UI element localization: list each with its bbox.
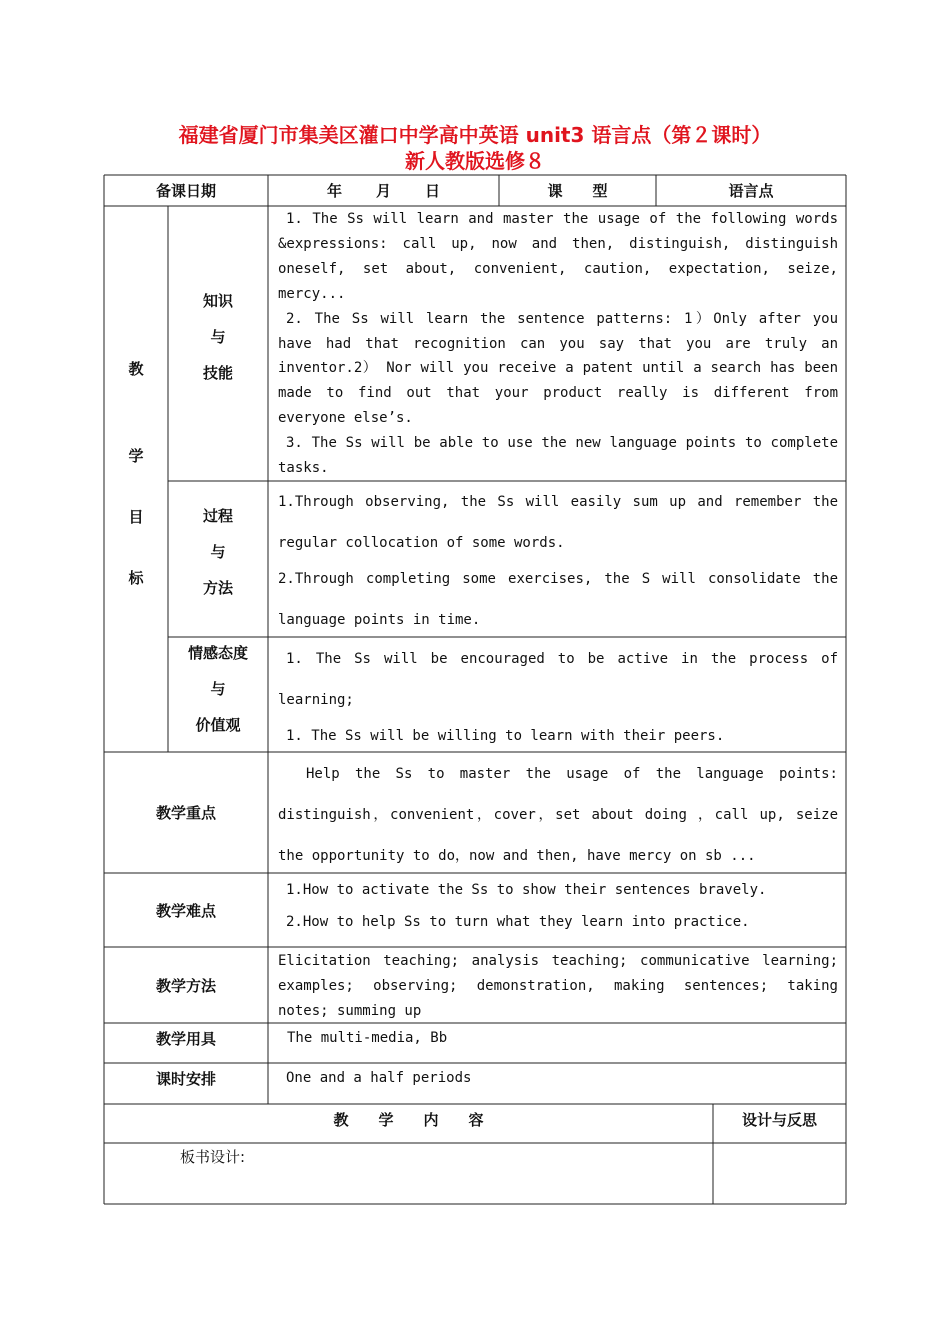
process-label-2: 与 (210, 543, 226, 561)
process-item-2: 2.Through completing some exercises, the S will consolidate the language points in time. (278, 571, 838, 628)
knowledge-content (278, 207, 838, 481)
type-value-cell (656, 175, 846, 206)
tools-label-cell (104, 1023, 268, 1053)
schedule-content (286, 1068, 836, 1088)
knowledge-item-2: 2. The Ss will learn the sentence patterns: 1）Only after you have had that recognition can you say that you are truly an inventor.2） Nor will you receive a patent until a search has been made to find out that your product really is different from everyone else’s. (278, 310, 838, 427)
knowledge-item-1: 1. The Ss will learn and master the usage of the following words &expressions: call up, now and then, distinguish, distinguish oneself, set about, convenient, caution, expectation, seize, mercy... (278, 211, 838, 302)
document-title-line2: 新人教版选修８ (405, 149, 545, 173)
process-item-1: 1.Through observing, the Ss will easily sum up and remember the regular collocation of some words. (278, 494, 838, 551)
emotion-content (278, 639, 838, 757)
difficulties-item-1: 1.How to activate the Ss to show their sentences bravely. (286, 882, 767, 898)
objectives-label-char-3: 目 (128, 508, 144, 526)
process-label (168, 498, 268, 606)
process-label-3: 方法 (202, 579, 233, 597)
content-header-left: 教 学 内 容 (333, 1110, 484, 1129)
date-value-cell (268, 175, 499, 206)
key-points-label: 教学重点 (155, 804, 216, 822)
content-header-right: 设计与反思 (741, 1110, 817, 1129)
key-points-text: Help the Ss to master the usage of the language points: distinguish，convenient，cover，set about doing ，call up, seize the opportunity to do，now and then, have mercy on sb ... (278, 766, 838, 864)
content-header-left-cell (104, 1104, 713, 1134)
emotion-item-2: 1. The Ss will be willing to learn with their peers. (286, 728, 725, 744)
process-label-1: 过程 (202, 507, 233, 525)
knowledge-label-3: 技能 (202, 364, 233, 382)
schedule-text: One and a half periods (286, 1070, 472, 1086)
objectives-label-char-1: 教 (128, 360, 144, 378)
difficulties-label: 教学难点 (155, 901, 216, 920)
key-points-content (278, 754, 838, 877)
key-points-label-cell (104, 752, 268, 873)
objectives-label (104, 206, 168, 752)
emotion-label-3: 价值观 (195, 716, 241, 734)
methods-label: 教学方法 (155, 976, 216, 995)
date-label-cell (104, 175, 268, 206)
month-label: 月 (375, 182, 391, 200)
tools-content (287, 1028, 837, 1048)
emotion-label-2: 与 (210, 680, 226, 698)
type-label-cell (499, 175, 656, 206)
document-title-line1: 福建省厦门市集美区灌口中学高中英语 unit3 语言点（第２课时） (178, 123, 772, 147)
methods-text: Elicitation teaching; analysis teaching; communicative learning; examples; observing; demonstration, making sentences; taking notes; summing up (278, 953, 838, 1019)
methods-content (278, 949, 838, 1024)
difficulties-content (278, 874, 838, 938)
knowledge-item-3: 3. The Ss will be able to use the new language points to complete tasks. (278, 435, 838, 477)
content-header-right-cell (713, 1104, 846, 1134)
board-design-label: 板书设计: (180, 1148, 246, 1166)
objectives-label-char-2: 学 (128, 447, 144, 465)
tools-label: 教学用具 (155, 1029, 216, 1048)
knowledge-label-1: 知识 (202, 292, 233, 310)
day-label: 日 (425, 182, 441, 200)
schedule-label-cell (104, 1063, 268, 1094)
tools-text: The multi-media, Bb (287, 1030, 448, 1046)
difficulties-label-cell (104, 873, 268, 947)
objectives-label-char-4: 标 (128, 569, 144, 587)
schedule-label: 课时安排 (155, 1070, 216, 1088)
date-label: 备课日期 (155, 182, 216, 200)
knowledge-label (168, 283, 268, 391)
methods-label-cell (104, 947, 268, 1023)
type-label: 课 型 (547, 182, 608, 200)
emotion-label-1: 情感态度 (187, 644, 248, 662)
emotion-label (168, 635, 268, 743)
year-label: 年 (326, 182, 342, 200)
type-value: 语言点 (728, 182, 774, 200)
emotion-item-1: 1. The Ss will be encouraged to be active in the process of learning; (278, 651, 838, 708)
difficulties-item-2: 2.How to help Ss to turn what they learn into practice. (286, 914, 750, 930)
knowledge-label-2: 与 (210, 328, 226, 346)
process-content (278, 482, 838, 641)
